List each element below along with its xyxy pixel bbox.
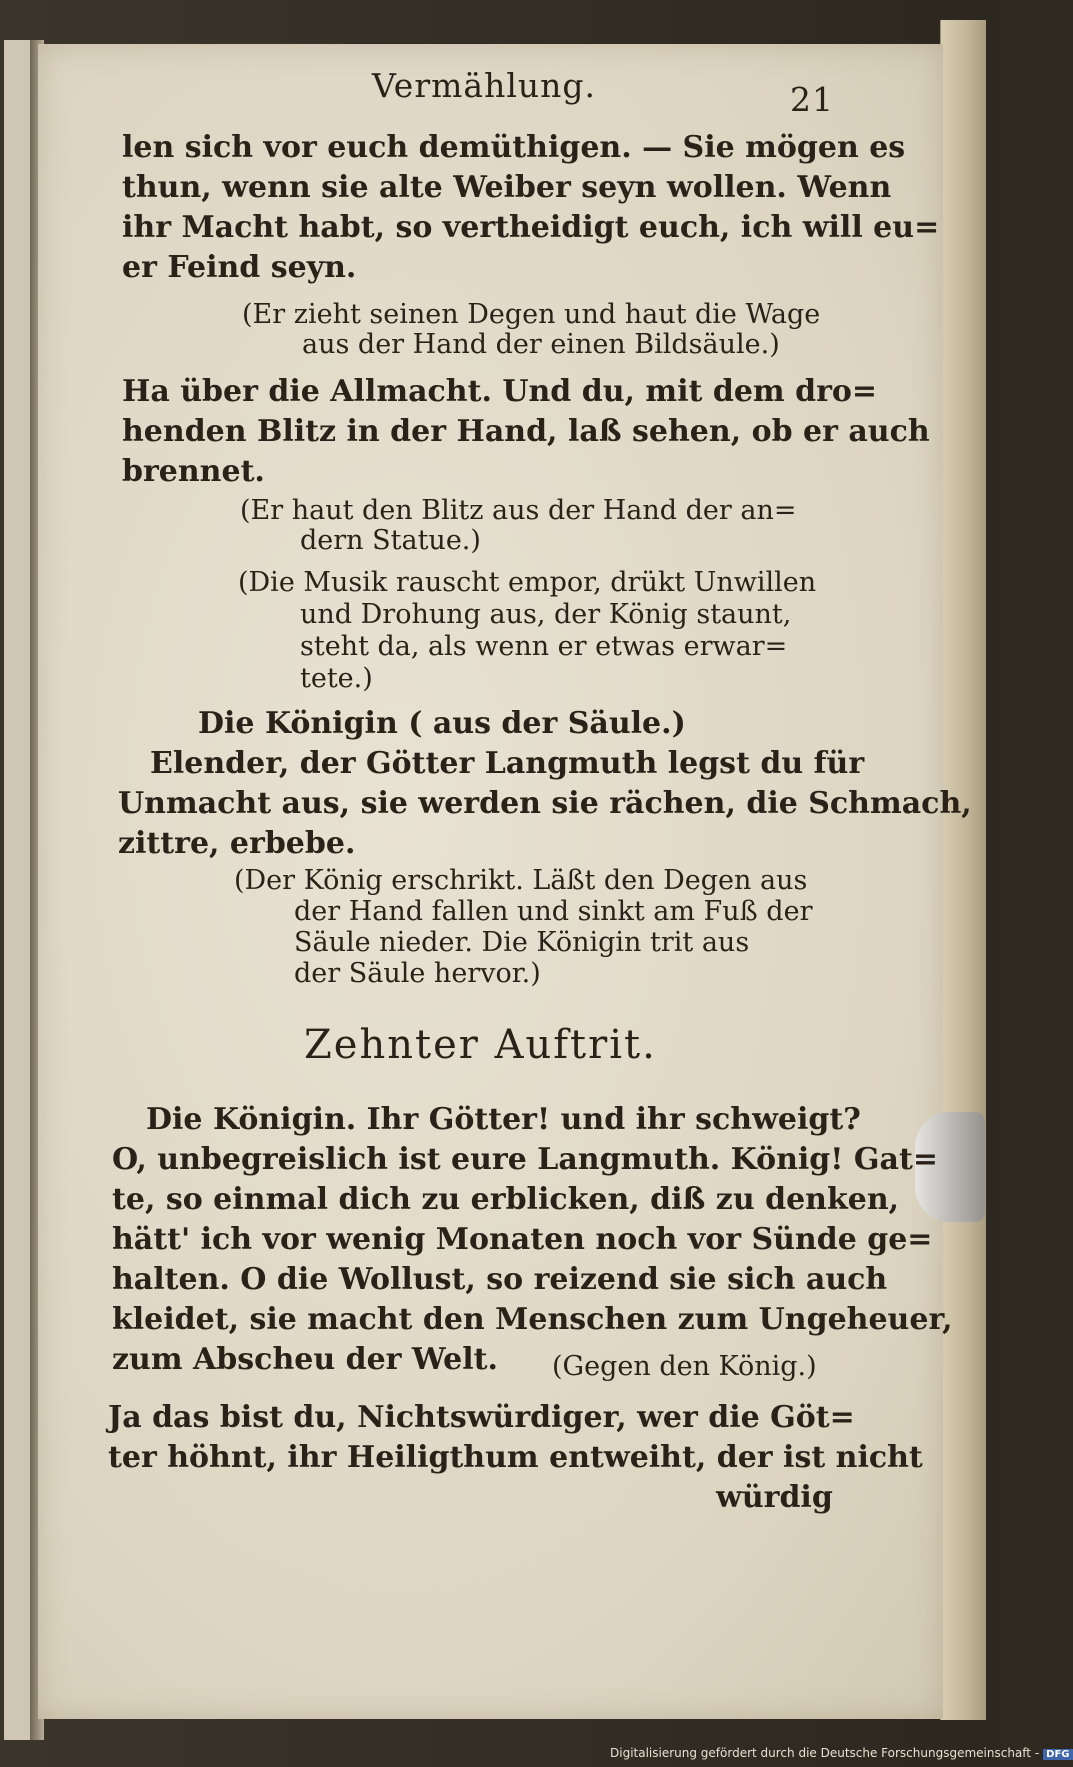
stage-direction: der Hand fallen und sinkt am Fuß der bbox=[294, 896, 813, 927]
text-line: thun, wenn sie alte Weiber seyn wollen. Wenn bbox=[122, 170, 892, 205]
stage-direction: Säule nieder. Die Königin trit aus bbox=[294, 927, 750, 958]
stage-direction: tete.) bbox=[300, 663, 373, 694]
speaker-line: Die Königin ( aus der Säule.) bbox=[198, 706, 686, 741]
page-number: 21 bbox=[790, 80, 834, 119]
credit-text: Digitalisierung gefördert durch die Deutsche Forschungsgemeinschaft - bbox=[610, 1746, 1040, 1760]
digitization-credit bbox=[610, 1746, 1073, 1760]
text-line: Die Königin. Ihr Götter! und ihr schweigt? bbox=[146, 1102, 861, 1137]
stage-direction: (Er zieht seinen Degen und haut die Wage bbox=[242, 299, 821, 330]
text-line: er Feind seyn. bbox=[122, 250, 357, 285]
text-line: ihr Macht habt, so vertheidigt euch, ich will eu= bbox=[122, 210, 940, 245]
scene-heading: Zehnter Auftrit. bbox=[304, 1022, 657, 1068]
text-line: te, so einmal dich zu erblicken, diß zu denken, bbox=[112, 1182, 900, 1217]
stage-direction: (Er haut den Blitz aus der Hand der an= bbox=[240, 495, 797, 526]
text-line: O, unbegreislich ist eure Langmuth. König! Gat= bbox=[112, 1142, 938, 1177]
text-line: halten. O die Wollust, so reizend sie sich auch bbox=[112, 1262, 888, 1297]
stage-direction: (Die Musik rauscht empor, drükt Unwillen bbox=[238, 567, 817, 598]
text-line: hätt' ich vor wenig Monaten noch vor Sünde ge= bbox=[112, 1222, 933, 1257]
text-line: henden Blitz in der Hand, laß sehen, ob er auch bbox=[122, 414, 930, 449]
text-line: kleidet, sie macht den Menschen zum Ungeheuer, bbox=[112, 1302, 953, 1337]
text-line: len sich vor euch demüthigen. — Sie mögen es bbox=[122, 130, 906, 165]
text-line: zum Abscheu der Welt. bbox=[112, 1342, 498, 1377]
stage-direction: und Drohung aus, der König staunt, bbox=[300, 599, 792, 630]
text-line: brennet. bbox=[122, 454, 265, 489]
stage-direction: der Säule hervor.) bbox=[294, 958, 541, 989]
stage-direction: (Gegen den König.) bbox=[552, 1351, 817, 1382]
text-line: Unmacht aus, sie werden sie rächen, die Schmach, bbox=[118, 786, 972, 821]
catchword: würdig bbox=[716, 1480, 833, 1515]
text-line: ter höhnt, ihr Heiligthum entweiht, der ist nicht bbox=[108, 1440, 923, 1475]
page-edges bbox=[940, 20, 986, 1720]
text-line: zittre, erbebe. bbox=[118, 826, 356, 861]
stage-direction: dern Statue.) bbox=[300, 525, 481, 556]
text-line: Ha über die Allmacht. Und du, mit dem dro= bbox=[122, 374, 878, 409]
stage-direction: steht da, als wenn er etwas erwar= bbox=[300, 631, 788, 662]
running-title: Vermählung. bbox=[372, 66, 597, 105]
dfg-logo: DFG bbox=[1043, 1749, 1072, 1760]
stage-direction: aus der Hand der einen Bildsäule.) bbox=[302, 329, 780, 360]
text-line: Ja das bist du, Nichtswürdiger, wer die Göt= bbox=[108, 1400, 855, 1435]
text-line: Elender, der Götter Langmuth legst du für bbox=[150, 746, 865, 781]
stage-direction: (Der König erschrikt. Läßt den Degen aus bbox=[234, 865, 808, 896]
